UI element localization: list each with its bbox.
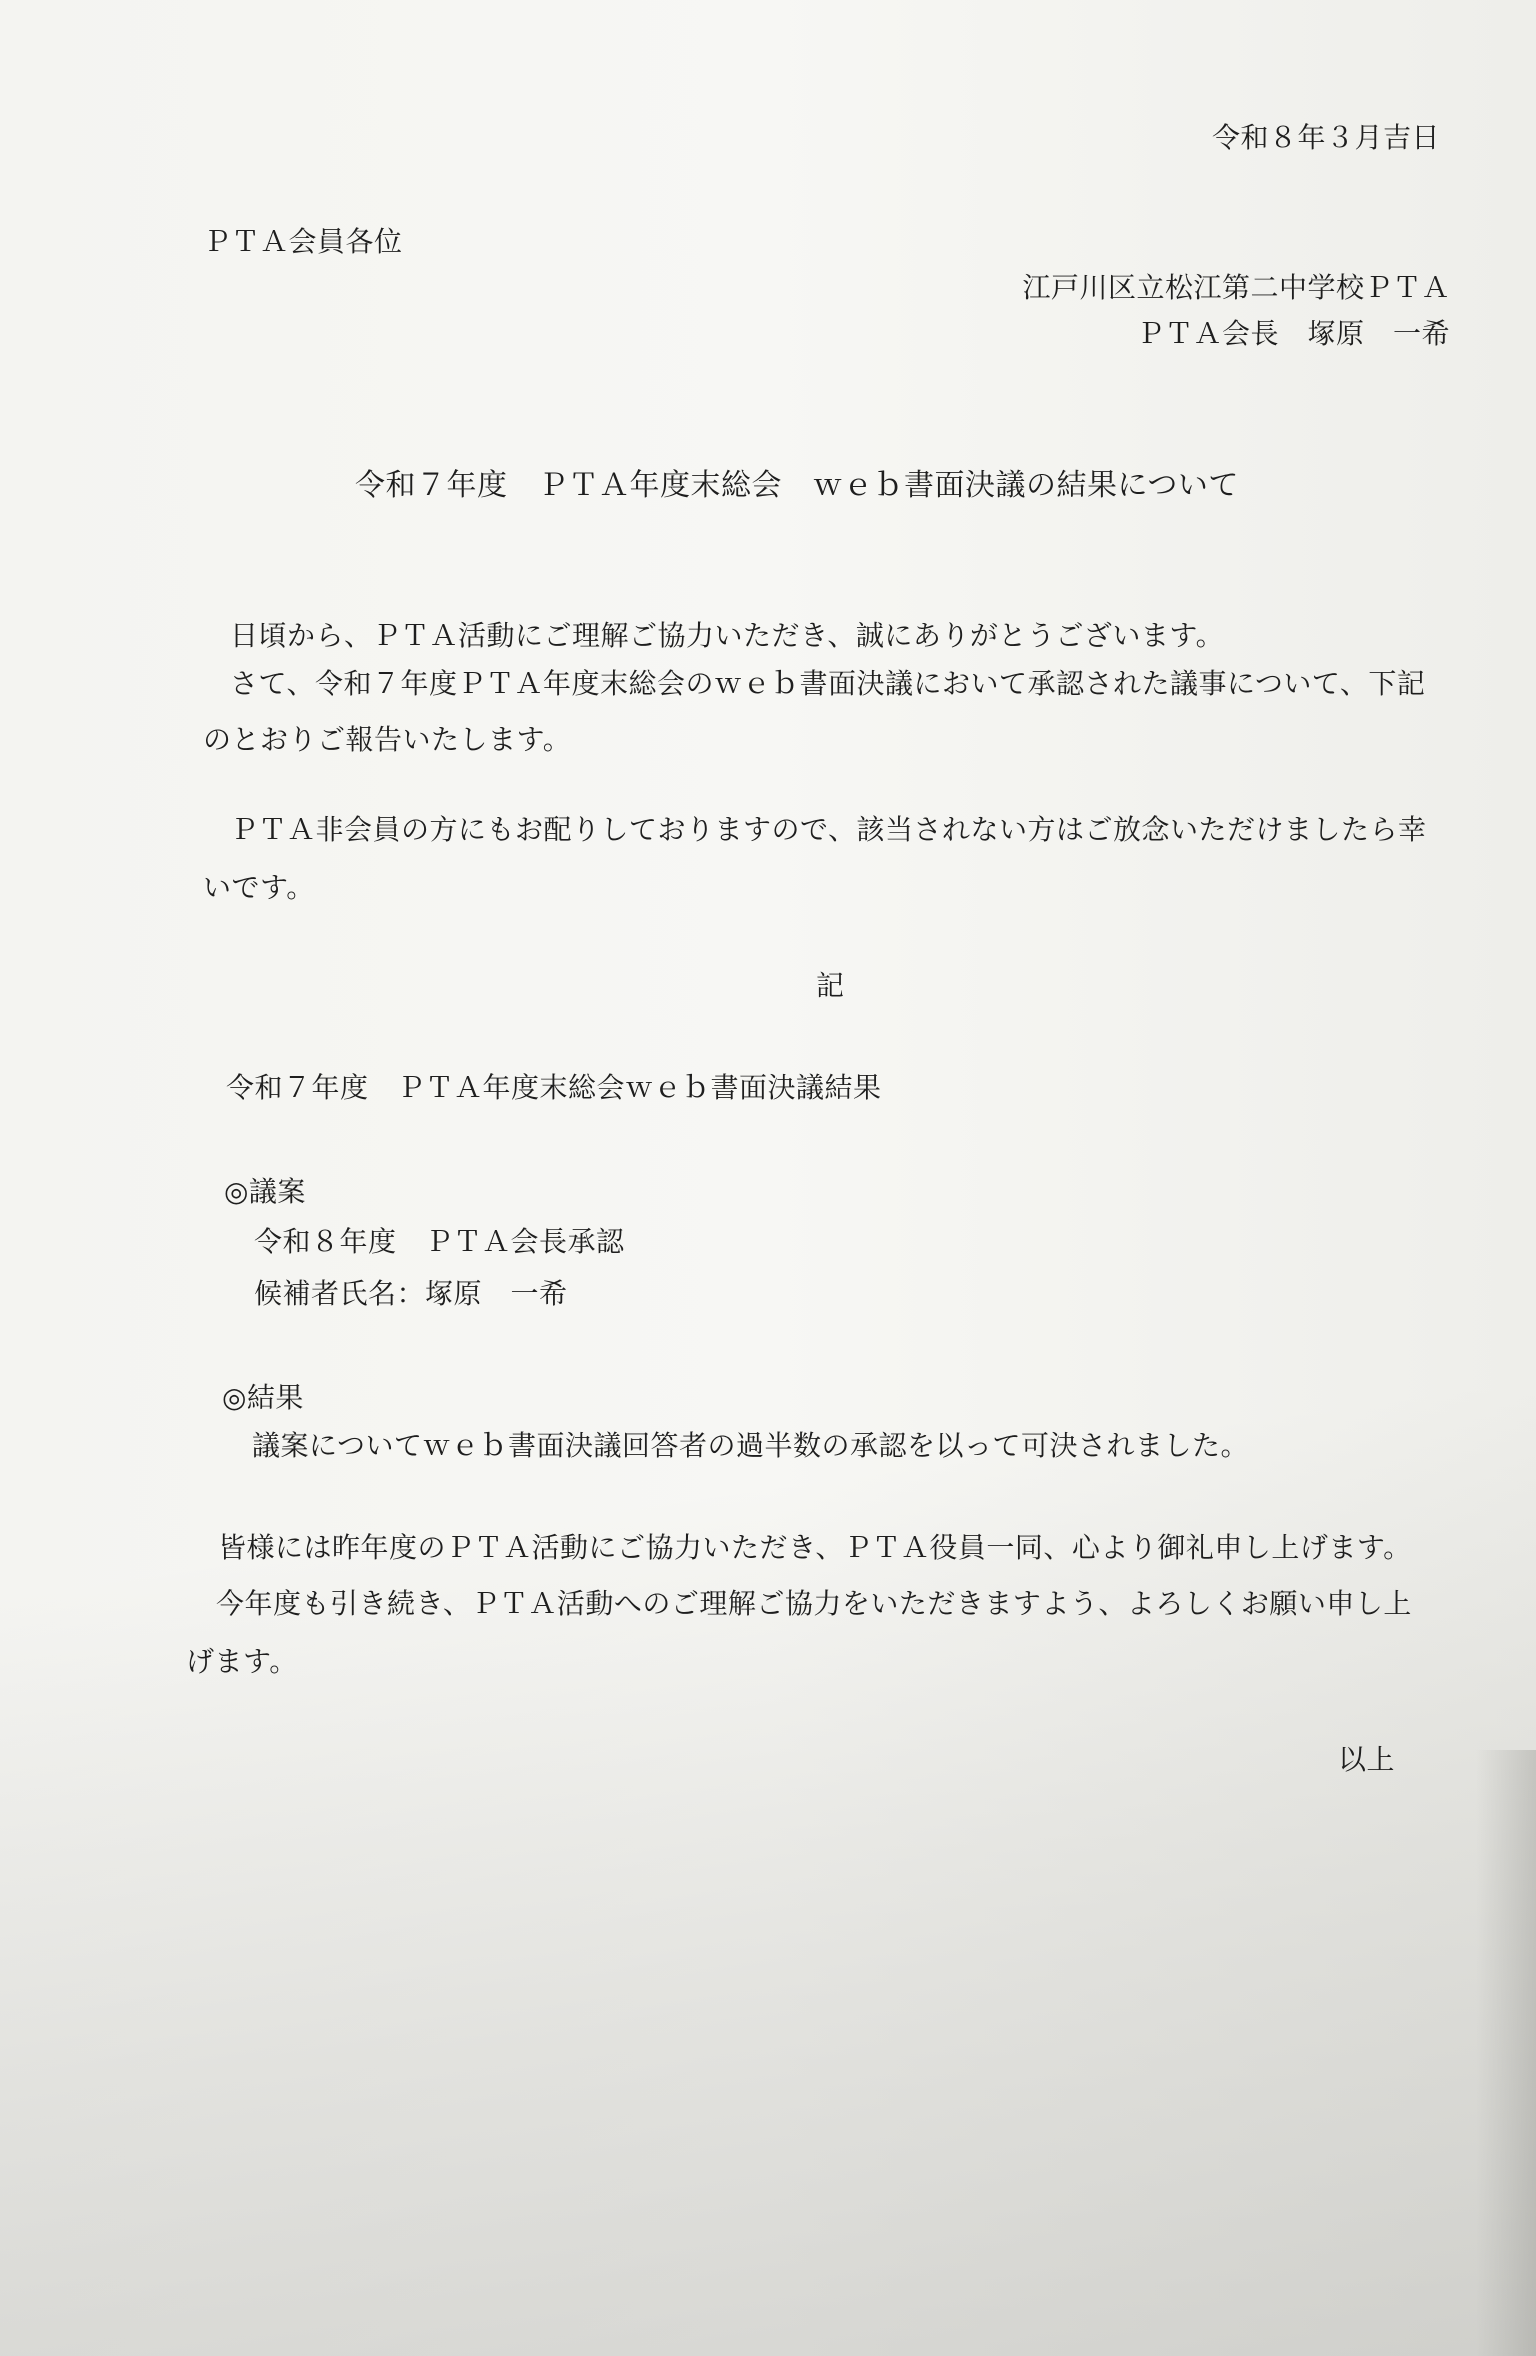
record-heading: 令和７年度 ＰＴＡ年度末総会ｗｅｂ書面決議結果 [226,1071,882,1104]
body-paragraph-3-line-1: ＰＴＡ非会員の方にもお配りしておりますので、該当されない方はご放念いただけましたら幸 [230,813,1427,846]
body-paragraph-2-line-2: のとおりご報告いたします。 [203,723,572,756]
agenda-line-2: 候補者氏名：塚原 一希 [254,1277,568,1310]
sender-organization: 江戸川区立松江第二中学校ＰＴＡ [1022,271,1450,304]
result-text: 議案についてｗｅｂ書面決議回答者の過半数の承認を以って可決されました。 [252,1429,1249,1462]
closing-line-3: げます。 [186,1645,298,1678]
result-label: ◎結果 [222,1381,304,1414]
issue-date: 令和８年３月吉日 [1211,121,1440,154]
body-paragraph-3-line-2: いです。 [203,871,315,904]
page-shadow [1476,1750,1536,2356]
agenda-label: ◎議案 [224,1175,306,1208]
closing-ijo: 以上 [1338,1743,1396,1776]
ki-marker: 記 [816,969,845,1002]
closing-line-2: 今年度も引き続き、ＰＴＡ活動へのご理解ご協力をいただきますよう、よろしくお願い申し上 [216,1587,1412,1620]
body-paragraph-1: 日頃から、ＰＴＡ活動にご理解ご協力いただき、誠にありがとうございます。 [230,619,1225,652]
closing-line-1: 皆様には昨年度のＰＴＡ活動にご協力いただき、ＰＴＡ役員一同、心より御礼申し上げます。 [218,1531,1412,1564]
agenda-line-1: 令和８年度 ＰＴＡ会長承認 [254,1225,625,1258]
body-paragraph-2-line-1: さて、令和７年度ＰＴＡ年度末総会のｗｅｂ書面決議において承認された議事について、下記 [230,667,1426,700]
addressee: ＰＴＡ会員各位 [203,225,403,258]
document-title: 令和７年度 ＰＴＡ年度末総会 ｗｅｂ書面決議の結果について [355,468,1239,503]
sender-name: ＰＴＡ会長 塚原 一希 [1136,317,1450,350]
